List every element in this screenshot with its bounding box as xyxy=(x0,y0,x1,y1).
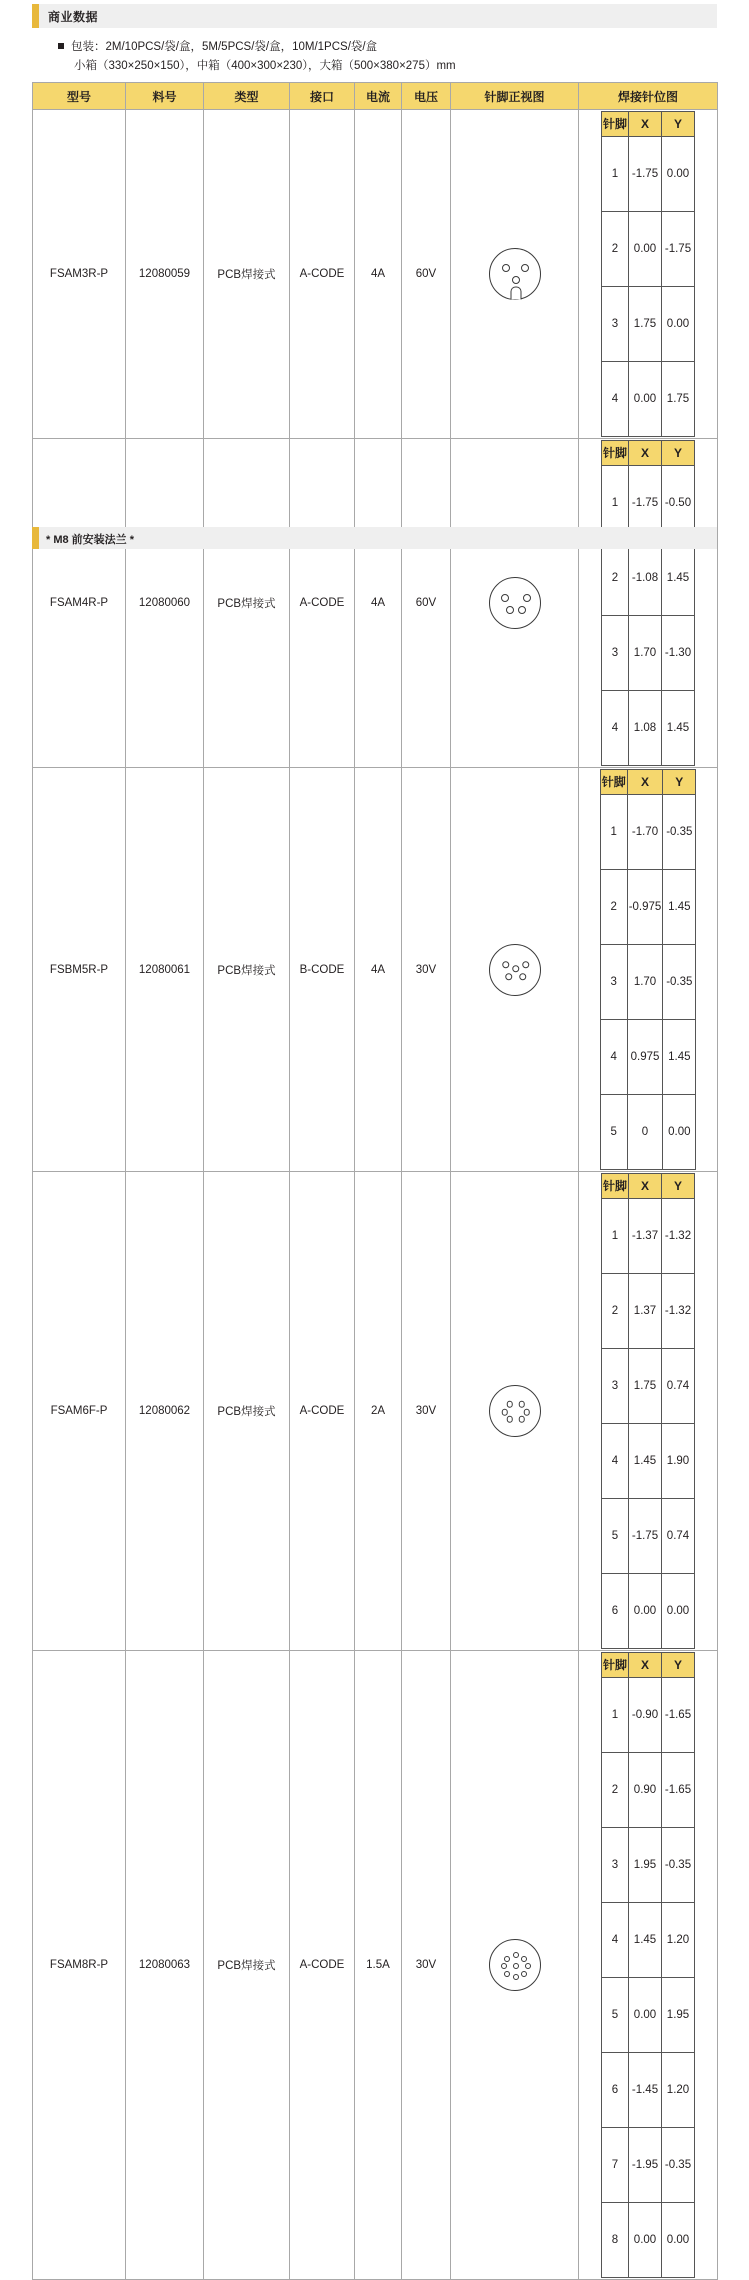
solder-coordinate-table xyxy=(601,1652,695,2278)
coordinate-x: -1.75 xyxy=(629,466,662,541)
coordinate-row xyxy=(601,2128,694,2203)
coordinate-y: -1.75 xyxy=(662,212,695,287)
interface-code: B-CODE xyxy=(290,768,355,1172)
header-accent-bar xyxy=(32,4,39,28)
coordinate-header-row xyxy=(601,112,694,137)
coordinate-row xyxy=(601,1753,694,1828)
connector-pin xyxy=(522,961,530,969)
coordinate-y: -1.32 xyxy=(662,1199,695,1274)
coordinate-column-header: 针脚 xyxy=(601,112,628,137)
coordinate-pin-number: 5 xyxy=(600,1095,627,1170)
connector-pin xyxy=(525,1963,531,1969)
packaging-note-text: 包装：2M/10PCS/袋/盒，5M/5PCS/袋/盒，10M/1PCS/袋/盒 xyxy=(71,41,378,53)
pin-view-cell xyxy=(451,1651,579,2280)
pin-view-diagram xyxy=(452,1385,577,1437)
table-header-row xyxy=(33,83,718,110)
coordinate-column-header: 针脚 xyxy=(600,770,627,795)
interface-code: A-CODE xyxy=(290,1172,355,1651)
coordinate-row xyxy=(600,870,696,945)
solder-layout-cell xyxy=(579,1651,718,2280)
connector-pin xyxy=(502,961,510,969)
part-number: 12080060 xyxy=(126,439,204,768)
connector-pin xyxy=(502,264,510,272)
pin-view-diagram xyxy=(452,577,577,629)
coordinate-row xyxy=(601,287,694,362)
coordinate-x: -0.975 xyxy=(627,870,663,945)
coordinate-pin-number: 4 xyxy=(601,362,628,437)
coordinate-pin-number: 3 xyxy=(601,616,628,691)
coordinate-x: 1.75 xyxy=(629,1349,662,1424)
coordinate-row xyxy=(601,1903,694,1978)
carton-note: 小箱（330×250×150），中箱（400×300×230），大箱（500×380×275）mm xyxy=(74,60,456,72)
rated-current: 2A xyxy=(355,1172,402,1651)
rated-voltage: 30V xyxy=(402,1651,451,2280)
coordinate-x: -1.95 xyxy=(629,2128,662,2203)
packaging-note xyxy=(58,38,377,54)
coordinate-x: 1.70 xyxy=(627,945,663,1020)
coordinate-row xyxy=(601,1424,694,1499)
interface-code: A-CODE xyxy=(290,439,355,768)
connector-pin xyxy=(521,1956,527,1962)
coordinate-row xyxy=(601,2053,694,2128)
connector-pin xyxy=(512,276,520,284)
coordinate-y: 1.20 xyxy=(662,1903,695,1978)
coordinate-y: 0.00 xyxy=(663,1095,696,1170)
coordinate-x: 0.00 xyxy=(629,212,662,287)
coordinate-y: 1.95 xyxy=(662,1978,695,2053)
rated-voltage: 60V xyxy=(402,439,451,768)
coordinate-y: -0.35 xyxy=(662,2128,695,2203)
product-type: PCB焊接式 xyxy=(204,768,290,1172)
bullet-icon xyxy=(58,43,64,49)
column-header-model: 型号 xyxy=(33,83,126,110)
solder-layout-cell xyxy=(579,1172,718,1651)
coordinate-row xyxy=(601,1828,694,1903)
coordinate-header-row xyxy=(601,1174,694,1199)
coordinate-column-header: X xyxy=(629,441,662,466)
coordinate-x: -1.45 xyxy=(629,2053,662,2128)
coordinate-pin-number: 5 xyxy=(601,1978,628,2053)
coordinate-x: 1.37 xyxy=(629,1274,662,1349)
coordinate-pin-number: 3 xyxy=(601,287,628,362)
coordinate-row xyxy=(601,541,694,616)
coordinate-pin-number: 1 xyxy=(601,466,628,541)
coordinate-column-header: 针脚 xyxy=(601,1174,628,1199)
product-model: FSBM5R-P xyxy=(33,768,126,1172)
coordinate-pin-number: 1 xyxy=(601,1199,628,1274)
table-row xyxy=(33,110,718,439)
connector-pin xyxy=(506,1401,513,1408)
coordinate-y: -0.35 xyxy=(662,1828,695,1903)
coordinate-y: 0.00 xyxy=(662,2203,695,2278)
coordinate-header-row xyxy=(601,441,694,466)
connector-pin xyxy=(506,1416,513,1423)
interface-code: A-CODE xyxy=(290,1651,355,2280)
coordinate-x: -1.70 xyxy=(627,795,663,870)
rated-current: 4A xyxy=(355,110,402,439)
coordinate-column-header: X xyxy=(627,770,663,795)
column-header-part: 料号 xyxy=(126,83,204,110)
column-header-voltage: 电压 xyxy=(402,83,451,110)
coordinate-pin-number: 3 xyxy=(601,1828,628,1903)
coordinate-y: 1.45 xyxy=(663,1020,696,1095)
connector-pin xyxy=(521,264,529,272)
connector-pin xyxy=(513,1974,519,1980)
connector-outline xyxy=(489,944,541,996)
connector-pin xyxy=(506,606,514,614)
coordinate-x: 0.90 xyxy=(629,1753,662,1828)
coordinate-pin-number: 7 xyxy=(601,2128,628,2203)
coordinate-y: 1.45 xyxy=(662,691,695,766)
part-number: 12080063 xyxy=(126,1651,204,2280)
column-header-pin-view: 针脚正视图 xyxy=(451,83,579,110)
product-model: FSAM4R-P xyxy=(33,439,126,768)
rated-current: 4A xyxy=(355,768,402,1172)
coordinate-row xyxy=(601,1574,694,1649)
coordinate-y: -0.35 xyxy=(663,945,696,1020)
connector-pin xyxy=(501,594,509,602)
pin-view-diagram xyxy=(452,944,577,996)
coordinate-x: 0.00 xyxy=(629,362,662,437)
pin-view-cell xyxy=(451,768,579,1172)
pin-view-diagram xyxy=(452,248,577,300)
coordinate-header-row xyxy=(600,770,696,795)
connector-pin xyxy=(505,973,513,981)
connector-pin xyxy=(519,973,527,981)
connector-pin xyxy=(513,1963,519,1969)
header-bar xyxy=(32,4,717,28)
coordinate-y: 0.00 xyxy=(662,1574,695,1649)
coordinate-x: 0.975 xyxy=(627,1020,663,1095)
table-row xyxy=(33,1651,718,2280)
coordinate-x: 1.45 xyxy=(629,1903,662,1978)
coordinate-y: -0.50 xyxy=(662,466,695,541)
coordinate-pin-number: 6 xyxy=(601,2053,628,2128)
coordinate-pin-number: 2 xyxy=(601,212,628,287)
coordinate-column-header: X xyxy=(629,1174,662,1199)
coordinate-row xyxy=(601,2203,694,2278)
solder-layout-cell xyxy=(579,439,718,768)
coordinate-y: -1.32 xyxy=(662,1274,695,1349)
connector-outline xyxy=(489,1385,541,1437)
connector-pin xyxy=(504,1956,510,1962)
coordinate-pin-number: 5 xyxy=(601,1499,628,1574)
rated-current: 4A xyxy=(355,439,402,768)
coordinate-pin-number: 1 xyxy=(601,1678,628,1753)
part-number: 12080059 xyxy=(126,110,204,439)
coordinate-column-header: 针脚 xyxy=(601,1653,628,1678)
product-model: FSAM3R-P xyxy=(33,110,126,439)
solder-coordinate-table xyxy=(601,440,695,766)
coordinate-column-header: Y xyxy=(662,1653,695,1678)
coordinate-column-header: X xyxy=(629,1653,662,1678)
coordinate-row xyxy=(600,1095,696,1170)
solder-coordinate-table xyxy=(601,1173,695,1649)
coordinate-row xyxy=(601,1678,694,1753)
pin-view-cell xyxy=(451,110,579,439)
connector-outline xyxy=(489,1939,541,1991)
coordinate-x: -1.37 xyxy=(629,1199,662,1274)
product-type: PCB焊接式 xyxy=(204,110,290,439)
coordinate-x: 0 xyxy=(627,1095,663,1170)
coordinate-row xyxy=(601,212,694,287)
coordinate-pin-number: 3 xyxy=(600,945,627,1020)
coordinate-pin-number: 3 xyxy=(601,1349,628,1424)
coordinate-column-header: Y xyxy=(662,1174,695,1199)
coordinate-pin-number: 8 xyxy=(601,2203,628,2278)
coordinate-pin-number: 2 xyxy=(601,541,628,616)
connector-pin xyxy=(521,1971,527,1977)
table-row xyxy=(33,439,718,768)
footer-bar xyxy=(32,527,717,549)
coordinate-row xyxy=(601,616,694,691)
solder-coordinate-table xyxy=(601,111,695,437)
coordinate-row xyxy=(601,137,694,212)
coordinate-column-header: Y xyxy=(662,112,695,137)
coordinate-x: 0.00 xyxy=(629,2203,662,2278)
connector-pin xyxy=(512,965,520,973)
coordinate-x: 1.70 xyxy=(629,616,662,691)
coordinate-x: -0.90 xyxy=(629,1678,662,1753)
product-model: FSAM6F-P xyxy=(33,1172,126,1651)
coordinate-y: 0.74 xyxy=(662,1499,695,1574)
coordinate-row xyxy=(601,1274,694,1349)
coordinate-y: 1.75 xyxy=(662,362,695,437)
connector-pin xyxy=(501,1409,508,1416)
coordinate-x: 1.75 xyxy=(629,287,662,362)
product-type: PCB焊接式 xyxy=(204,1172,290,1651)
coordinate-y: -0.35 xyxy=(663,795,696,870)
coordinate-row xyxy=(601,1499,694,1574)
coordinate-row xyxy=(601,691,694,766)
coordinate-x: 1.45 xyxy=(629,1424,662,1499)
coordinate-pin-number: 4 xyxy=(601,1424,628,1499)
coordinate-row xyxy=(601,362,694,437)
coordinate-y: -1.65 xyxy=(662,1753,695,1828)
coordinate-row xyxy=(600,795,696,870)
pin-view-cell xyxy=(451,439,579,768)
interface-code: A-CODE xyxy=(290,110,355,439)
coordinate-row xyxy=(600,945,696,1020)
part-number: 12080061 xyxy=(126,768,204,1172)
pin-view-cell xyxy=(451,1172,579,1651)
coordinate-header-row xyxy=(601,1653,694,1678)
connector-pin xyxy=(518,1401,525,1408)
product-table xyxy=(32,82,718,2280)
coordinate-y: 1.45 xyxy=(663,870,696,945)
column-header-solder-layout: 焊接针位图 xyxy=(579,83,718,110)
table-row xyxy=(33,1172,718,1651)
rated-voltage: 30V xyxy=(402,768,451,1172)
footer-caption: * M8 前安装法兰 * xyxy=(46,534,135,546)
coordinate-x: -1.08 xyxy=(629,541,662,616)
connector-pin xyxy=(523,1409,530,1416)
coordinate-x: -1.75 xyxy=(629,137,662,212)
coordinate-x: 0.00 xyxy=(629,1574,662,1649)
coordinate-pin-number: 6 xyxy=(601,1574,628,1649)
coordinate-pin-number: 4 xyxy=(601,691,628,766)
product-model: FSAM8R-P xyxy=(33,1651,126,2280)
product-type: PCB焊接式 xyxy=(204,439,290,768)
keyway-icon xyxy=(510,287,521,300)
column-header-current: 电流 xyxy=(355,83,402,110)
table-header xyxy=(33,83,718,110)
page-title: 商业数据 xyxy=(48,10,99,24)
coordinate-y: 1.90 xyxy=(662,1424,695,1499)
product-type: PCB焊接式 xyxy=(204,1651,290,2280)
coordinate-x: 0.00 xyxy=(629,1978,662,2053)
rated-current: 1.5A xyxy=(355,1651,402,2280)
footer-accent-bar xyxy=(32,527,39,549)
coordinate-column-header: Y xyxy=(663,770,696,795)
table-row xyxy=(33,768,718,1172)
rated-voltage: 60V xyxy=(402,110,451,439)
coordinate-y: 1.20 xyxy=(662,2053,695,2128)
coordinate-pin-number: 1 xyxy=(601,137,628,212)
coordinate-row xyxy=(600,1020,696,1095)
coordinate-y: 1.45 xyxy=(662,541,695,616)
coordinate-pin-number: 4 xyxy=(601,1903,628,1978)
coordinate-x: 1.95 xyxy=(629,1828,662,1903)
part-number: 12080062 xyxy=(126,1172,204,1651)
table-body xyxy=(33,110,718,2280)
pin-view-diagram xyxy=(452,1939,577,1991)
coordinate-column-header: X xyxy=(629,112,662,137)
column-header-interface: 接口 xyxy=(290,83,355,110)
coordinate-pin-number: 2 xyxy=(600,870,627,945)
coordinate-column-header: Y xyxy=(662,441,695,466)
connector-pin xyxy=(513,1952,519,1958)
coordinate-pin-number: 4 xyxy=(600,1020,627,1095)
connector-pin xyxy=(501,1963,507,1969)
connector-pin xyxy=(518,1416,525,1423)
solder-layout-cell xyxy=(579,768,718,1172)
coordinate-row xyxy=(601,1978,694,2053)
coordinate-x: -1.75 xyxy=(629,1499,662,1574)
connector-outline xyxy=(489,248,541,300)
coordinate-pin-number: 2 xyxy=(601,1274,628,1349)
connector-pin xyxy=(504,1971,510,1977)
coordinate-y: 0.00 xyxy=(662,287,695,362)
connector-pin xyxy=(518,606,526,614)
coordinate-y: 0.00 xyxy=(662,137,695,212)
coordinate-row xyxy=(601,1199,694,1274)
coordinate-row xyxy=(601,1349,694,1424)
column-header-type: 类型 xyxy=(204,83,290,110)
coordinate-column-header: 针脚 xyxy=(601,441,628,466)
coordinate-x: 1.08 xyxy=(629,691,662,766)
coordinate-y: 0.74 xyxy=(662,1349,695,1424)
coordinate-pin-number: 2 xyxy=(601,1753,628,1828)
connector-outline xyxy=(489,577,541,629)
connector-pin xyxy=(523,594,531,602)
coordinate-y: -1.30 xyxy=(662,616,695,691)
solder-layout-cell xyxy=(579,110,718,439)
coordinate-y: -1.65 xyxy=(662,1678,695,1753)
solder-coordinate-table xyxy=(600,769,697,1170)
rated-voltage: 30V xyxy=(402,1172,451,1651)
coordinate-pin-number: 1 xyxy=(600,795,627,870)
